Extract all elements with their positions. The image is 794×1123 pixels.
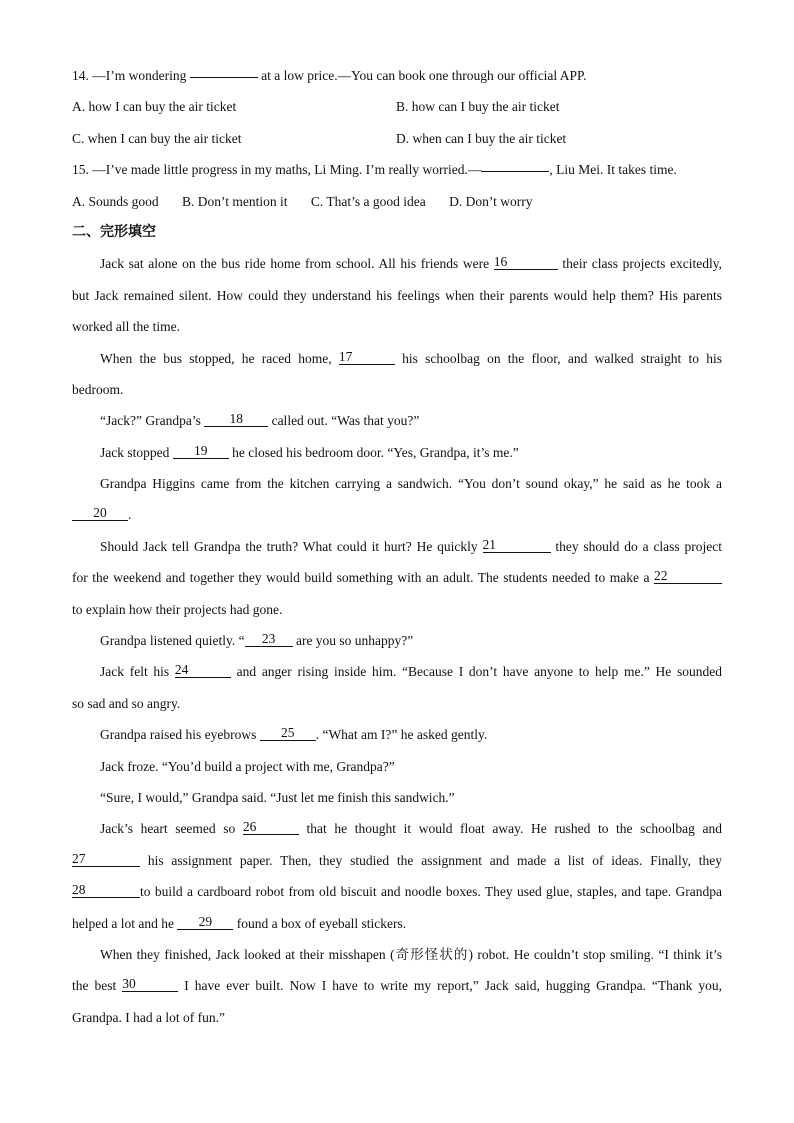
passage-text: to build a cardboard robot from old biscuit and noodle boxes. They used glue, staples, and tape. Grandpa <box>140 884 722 900</box>
passage-text: that he thought it would float away. He rushed to the schoolbag and <box>306 821 722 837</box>
passage-text: . <box>128 507 132 523</box>
question-15-option-b[interactable]: B. Don’t mention it <box>182 193 288 209</box>
passage-text: worked all the time. <box>72 319 180 335</box>
cloze-blank-26[interactable]: 26 <box>243 819 299 835</box>
question-15-text-a: 15. —I’ve made little progress in my maths, Li Ming. I’m really worried.— <box>72 162 482 178</box>
question-15-blank[interactable] <box>481 156 549 172</box>
cloze-blank-20[interactable]: 20 <box>72 505 128 521</box>
passage-text: his schoolbag on the floor, and walked straight to his <box>402 350 723 366</box>
cloze-blank-25[interactable]: 25 <box>260 725 316 741</box>
question-15-option-a[interactable]: A. Sounds good <box>72 193 159 209</box>
passage-text: Grandpa. I had a lot of fun.” <box>72 1009 225 1025</box>
question-14-option-c[interactable]: C. when I can buy the air ticket <box>72 130 242 146</box>
cloze-blank-29[interactable]: 29 <box>177 914 233 930</box>
cloze-blank-28[interactable]: 28 <box>72 882 140 898</box>
passage-line <box>72 594 722 625</box>
passage-line <box>72 280 722 311</box>
passage-text: . “What am I?” he asked gently. <box>315 727 488 743</box>
cloze-blank-30[interactable]: 30 <box>122 976 178 992</box>
passage-text: so sad and so angry. <box>72 695 181 711</box>
passage-text: helped a lot and he <box>72 915 174 931</box>
passage-line <box>72 751 722 782</box>
worksheet-page <box>72 60 722 1033</box>
question-15-options <box>72 186 722 217</box>
passage-text: but Jack remained silent. How could they understand his feelings when their parents would help them? His parents <box>72 287 722 303</box>
passage-line <box>72 970 722 1001</box>
passage-text: their class projects excitedly, <box>562 256 722 272</box>
passage-text: I have ever built. Now I have to write my report,” Jack said, hugging Grandpa. “Thank you, <box>184 978 723 994</box>
cloze-blank-19[interactable]: 19 <box>173 443 229 459</box>
passage-line <box>72 437 722 468</box>
question-14-option-d[interactable]: D. when can I buy the air ticket <box>396 130 567 146</box>
passage-text: to explain how their projects had gone. <box>72 601 283 617</box>
cloze-blank-22[interactable]: 22 <box>654 568 722 584</box>
question-15-option-c[interactable]: C. That’s a good idea <box>310 193 426 209</box>
cloze-blank-24[interactable]: 24 <box>175 662 231 678</box>
passage-line <box>72 499 722 530</box>
passage-text: bedroom. <box>72 381 124 397</box>
passage-text: the best <box>72 978 117 994</box>
passage-text: When the bus stopped, he raced home, <box>100 350 332 366</box>
passage-text: Jack stopped <box>100 444 170 460</box>
question-14-text-b: at a low price.—You can book one through our official APP. <box>261 68 587 83</box>
passage-text: Jack froze. “You’d build a project with me, Grandpa?” <box>100 758 395 774</box>
question-15-text-b: , Liu Mei. It takes time. <box>549 162 677 178</box>
passage-text: Grandpa Higgins came from the kitchen carrying a sandwich. “You don’t sound okay,” he said as he took a <box>100 476 722 492</box>
passage-line <box>72 1002 722 1033</box>
passage-line <box>72 656 722 687</box>
passage-line <box>72 845 722 876</box>
question-15-stem <box>72 154 722 185</box>
passage-text: Jack sat alone on the bus ride home from school. All his friends were <box>100 256 490 272</box>
passage-text: Grandpa listened quietly. “ <box>100 633 245 649</box>
question-14-stem <box>72 60 722 91</box>
passage-line <box>72 374 722 405</box>
passage-line <box>72 405 722 436</box>
passage-text: they should do a class project <box>555 538 723 554</box>
passage-text: and anger rising inside him. “Because I don’t have anyone to help me.” He sounded <box>236 664 723 680</box>
passage-text: “Jack?” Grandpa’s <box>100 413 201 429</box>
question-14-options-row-1 <box>72 91 722 122</box>
passage-text: When they finished, Jack looked at their misshapen (奇形怪状的) robot. He couldn’t stop smiling. “I think it’s <box>100 946 722 962</box>
passage-text: called out. “Was that you?” <box>271 413 420 429</box>
cloze-blank-16[interactable]: 16 <box>494 254 558 270</box>
passage-line <box>72 782 722 813</box>
passage-text: Grandpa raised his eyebrows <box>100 727 257 743</box>
passage-text: are you so unhappy?” <box>295 633 414 649</box>
passage-text: found a box of eyeball stickers. <box>236 915 407 931</box>
passage-text: Should Jack tell Grandpa the truth? What could it hurt? He quickly <box>100 538 478 554</box>
passage-line <box>72 248 722 279</box>
question-14-options-row-2 <box>72 123 722 154</box>
passage-line <box>72 343 722 374</box>
passage-line <box>72 468 722 499</box>
passage-line <box>72 625 722 656</box>
passage-line <box>72 311 722 342</box>
passage-line <box>72 719 722 750</box>
question-15-option-d[interactable]: D. Don’t worry <box>449 193 533 209</box>
passage-line <box>72 908 722 939</box>
cloze-blank-27[interactable]: 27 <box>72 851 140 867</box>
cloze-blank-17[interactable]: 17 <box>339 349 395 365</box>
passage-text: Jack’s heart seemed so <box>100 821 236 837</box>
passage-line <box>72 876 722 907</box>
passage-text: his assignment paper. Then, they studied the assignment and made a list of ideas. Finally, they <box>147 852 722 868</box>
section-title-cloze: 二、完形填空 <box>72 223 156 240</box>
passage-text: “Sure, I would,” Grandpa said. “Just let me finish this sandwich.” <box>100 789 455 805</box>
passage-line <box>72 813 722 844</box>
passage-line <box>72 688 722 719</box>
question-14-text-a: 14. —I’m wondering <box>72 68 187 83</box>
passage-text: he closed his bedroom door. “Yes, Grandpa, it’s me.” <box>232 444 519 460</box>
passage-text: for the weekend and together they would build something with an adult. The students needed to make a <box>72 570 650 586</box>
passage-line <box>72 531 722 562</box>
question-14-option-a[interactable]: A. how I can buy the air ticket <box>72 99 237 115</box>
passage-line <box>72 939 722 970</box>
question-14-option-b[interactable]: B. how can I buy the air ticket <box>396 99 560 115</box>
cloze-blank-18[interactable]: 18 <box>204 411 268 427</box>
cloze-blank-23[interactable]: 23 <box>245 631 293 647</box>
question-14-blank[interactable] <box>190 62 258 78</box>
passage-text: Jack felt his <box>100 664 170 680</box>
passage-line <box>72 562 722 593</box>
cloze-blank-21[interactable]: 21 <box>483 537 551 553</box>
